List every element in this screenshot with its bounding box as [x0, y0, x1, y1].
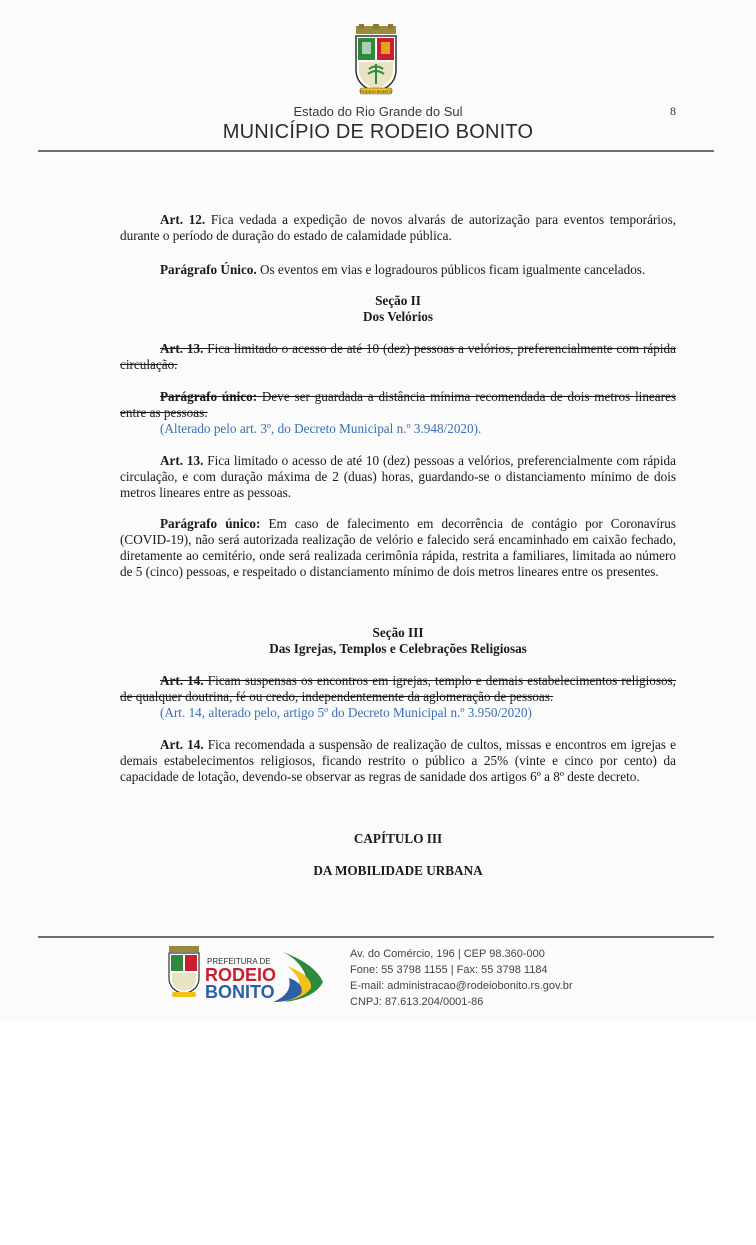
- footer-email[interactable]: E-mail: administracao@rodeiobonito.rs.gov.br: [350, 980, 573, 992]
- crest-banner-text: RODEIO BONITO: [359, 89, 393, 94]
- footer-phone: Fone: 55 3798 1155 | Fax: 55 3798 1184: [350, 964, 548, 976]
- art12-paragrafo-unico: Parágrafo Único. Os eventos em vias e logradouros públicos ficam igualmente cancelados.: [160, 262, 646, 277]
- coat-of-arms-icon: [350, 24, 402, 98]
- logo-line2-text: BONITO: [205, 982, 275, 1002]
- footer-contact: [350, 946, 573, 1010]
- prefeitura-logo: [165, 944, 335, 1004]
- footer-divider: [38, 936, 714, 938]
- footer-cnpj: CNPJ: 87.613.204/0001-86: [350, 996, 484, 1008]
- chapter-heading: CAPÍTULO III: [353, 831, 443, 846]
- secao2-heading: Seção II: [375, 293, 421, 308]
- page-number: 8: [670, 104, 676, 118]
- chapter-title: DA MOBILIDADE URBANA: [313, 863, 483, 878]
- secao2-subtitle: Dos Velórios: [363, 309, 433, 324]
- municipality-name: MUNICÍPIO DE RODEIO BONITO: [222, 121, 534, 143]
- art13-revoked: Art. 13. Fica limitado o acesso de até 10 (dez) pessoas a velórios, preferencialmente com rápida circulação.: [120, 341, 676, 372]
- art12-paragraph: Art. 12. Fica vedada a expedição de novos alvarás de autorização para eventos temporários, durante o período de duração do estado de calamidade pública.: [120, 212, 676, 243]
- art13-paragrafo-unico: Parágrafo único: Em caso de falecimento em decorrência de contágio por Coronavírus (COVID-19), não será autorizada realização de velório e falecido será encaminhado em caixão fechado, diretamente ao cemitério, onde será realizada cerimônia rápida, restrita a familiares, limitada ao número de 5 (cinco) pessoas, e respeitado o distanciamento mínimo de dois metros lineares entre os presentes.: [120, 516, 676, 579]
- secao3-subtitle: Das Igrejas, Templos e Celebrações Religiosas: [269, 641, 527, 656]
- art14-paragraph: Art. 14. Fica recomendada a suspensão de realização de cultos, missas e encontros em igrejas e demais estabelecimentos religiosos, ficando restrito o público a 25% (vinte e cinco por cento) da capacidade de lotação, devendo-se observar as regras de sanidade dos artigos 6º a 8º deste decreto.: [120, 737, 676, 784]
- logo-line1-text: RODEIO: [205, 965, 277, 985]
- state-name: Estado do Rio Grande do Sul: [293, 104, 463, 119]
- art14-revoked: Art. 14. Ficam suspensas os encontros em igrejas, templo e demais estabelecimentos religiosos, de qualquer doutrina, fé ou credo, independentemente da aglomeração de pessoas.: [120, 673, 676, 704]
- logo-top-text: PREFEITURA DE: [207, 957, 271, 966]
- art13-paragrafo-revoked: Parágrafo único: Deve ser guardada a distância mínima recomendada de dois metros lineares entre as pessoas.: [120, 389, 676, 420]
- footer-address: Av. do Comércio, 196 | CEP 98.360-000: [350, 948, 545, 960]
- art13-paragraph: Art. 13. Fica limitado o acesso de até 10 (dez) pessoas a velórios, preferencialmente com rápida circulação, e com duração máxima de 2 (duas) horas, guardando-se o distanciamento mínimo de dois metros lineares entre as pessoas.: [120, 453, 676, 500]
- art13-amendment-note: (Alterado pelo art. 3º, do Decreto Municipal n.º 3.948/2020).: [160, 421, 482, 436]
- art14-amendment-note: (Art. 14, alterado pelo, artigo 5º do Decreto Municipal n.º 3.950/2020): [160, 705, 532, 720]
- secao3-heading: Seção III: [372, 625, 424, 640]
- header-divider: [38, 150, 714, 152]
- logo-crest-icon: [169, 946, 199, 997]
